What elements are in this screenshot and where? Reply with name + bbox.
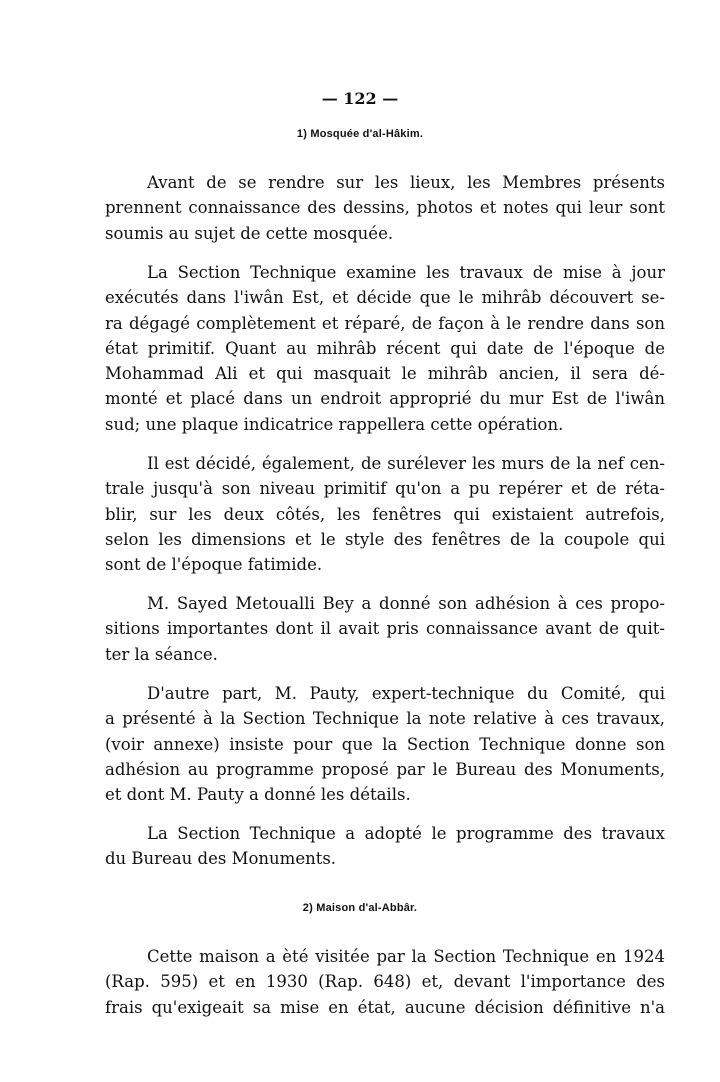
text-line: Mohammad Ali et qui masquait le mihrâb ancien, il sera dé- — [105, 364, 665, 384]
text-line: (voir annexe) insiste pour que la Section Technique donne son — [105, 734, 665, 754]
paragraph — [105, 591, 665, 667]
text-line: état primitif. Quant au mihrâb récent qui date de l'époque de — [105, 338, 665, 358]
text-line: frais qu'exigeait sa mise en état, aucune décision définitive n'a — [105, 997, 665, 1017]
text-line: monté et placé dans un endroit approprié du mur Est de l'iwân — [105, 389, 665, 409]
text-line: sont de l'époque fatimide. — [105, 555, 323, 575]
paragraph — [105, 260, 665, 437]
text-line: (Rap. 595) et en 1930 (Rap. 648) et, devant l'importance des — [105, 972, 665, 992]
text-line: D'autre part, M. Pauty, expert-technique du Comité, qui — [147, 684, 665, 703]
paragraph — [105, 944, 665, 1020]
text-line: Cette maison a èté visitée par la Section Technique en 1924 — [147, 947, 665, 966]
text-line: a présenté à la Section Technique la note relative à ces travaux, — [105, 709, 665, 729]
text-line: M. Sayed Metoualli Bey a donné son adhésion à ces propo- — [147, 594, 665, 613]
text-line: ter la séance. — [105, 644, 218, 664]
text-line: sitions importantes dont il avait pris connaissance avant de quit- — [105, 619, 665, 639]
paragraph — [105, 451, 665, 577]
text-line: adhésion au programme proposé par le Bureau des Monuments, — [105, 759, 665, 779]
paragraph — [105, 681, 665, 807]
text-line: trale jusqu'à son niveau primitif qu'on a pu repérer et de réta- — [105, 479, 665, 499]
section-heading-1: 1) Mosquée d'al-Hâkim. — [296, 128, 424, 140]
page-number: — 122 — — [321, 89, 399, 108]
text-line: ra dégagé complètement et réparé, de façon à le rendre dans son — [105, 313, 665, 333]
section-heading-2: 2) Maison d'al-Abbâr. — [302, 902, 418, 914]
text-line: exécutés dans l'iwân Est, et décide que le mihrâb découvert se- — [105, 288, 665, 308]
text-line: Avant de se rendre sur les lieux, les Membres présents — [147, 173, 665, 192]
text-line: soumis au sujet de cette mosquée. — [105, 223, 394, 243]
paragraph — [105, 821, 665, 872]
text-line: La Section Technique examine les travaux de mise à jour — [147, 263, 665, 282]
text-line: prennent connaissance des dessins, photos et notes qui leur sont — [105, 198, 665, 218]
text-line: La Section Technique a adopté le programme des travaux — [147, 824, 665, 843]
text-line: du Bureau des Monuments. — [105, 849, 337, 869]
text-line: selon les dimensions et le style des fenêtres de la coupole qui — [105, 529, 665, 549]
text-line: blir, sur les deux côtés, les fenêtres qui existaient autrefois, — [105, 504, 665, 524]
paragraph — [105, 170, 665, 246]
text-line: Il est décidé, également, de surélever les murs de la nef cen- — [147, 454, 665, 473]
text-line: sud; une plaque indicatrice rappellera cette opération. — [105, 414, 564, 434]
text-line: et dont M. Pauty a donné les détails. — [105, 785, 411, 805]
